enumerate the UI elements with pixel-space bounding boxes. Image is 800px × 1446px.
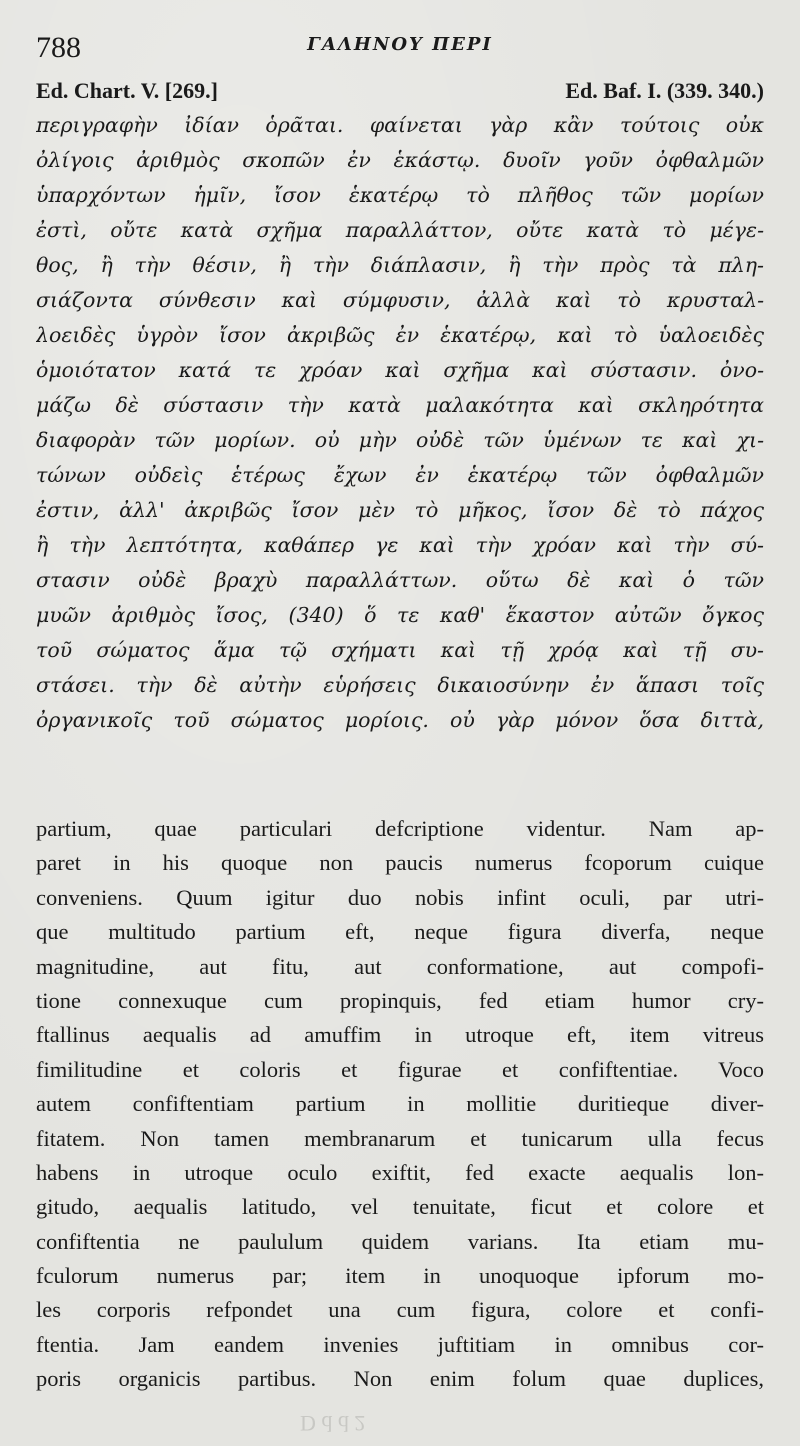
greek-line: θος, ἢ τὴν θέσιν, ἢ τὴν διάπλασιν, ἢ τὴν πρὸς τὰ πλη- xyxy=(36,253,764,277)
greek-line: ὁμοιότατον κατά τε χρόαν καὶ σχῆμα καὶ σύστασιν. ὀνο- xyxy=(36,358,764,382)
greek-line: τώνων οὐδεὶς ἑτέρως ἔχων ἐν ἑκατέρῳ τῶν ὀφθαλμῶν xyxy=(36,463,764,487)
latin-line: que multitudo partium eft, neque figura diverfa, neque xyxy=(36,919,764,945)
latin-line: magnitudine, aut fitu, aut conformatione, aut compofi- xyxy=(36,953,764,979)
signature-mark: D d d 2 xyxy=(300,1411,366,1436)
page-number: 788 xyxy=(36,31,81,64)
latin-line: autem confiftentiam partium in mollitie duritieque diver- xyxy=(36,1091,764,1117)
latin-line: fculorum numerus par; item in unoquoque ipforum mo- xyxy=(36,1263,764,1289)
greek-line: περιγραφὴν ἰδίαν ὁρᾶται. φαίνεται γὰρ κἂν τούτοις οὐκ xyxy=(36,113,764,137)
greek-line: διαφορὰν τῶν μορίων. οὐ μὴν οὐδὲ τῶν ὑμένων τε καὶ χι- xyxy=(36,428,764,452)
latin-line: paret in his quoque non paucis numerus fcoporum cuique xyxy=(36,850,764,876)
greek-line: μυῶν ἀριθμὸς ἴσος, (340) ὅ τε καθ' ἕκαστον αὐτῶν ὄγκος xyxy=(36,603,764,627)
greek-line: τοῦ σώματος ἅμα τῷ σχήματι καὶ τῇ χρόᾳ καὶ τῇ συ- xyxy=(36,638,764,662)
latin-line: fimilitudine et coloris et figurae et confiftentiae. Voco xyxy=(36,1056,764,1082)
latin-line: conveniens. Quum igitur duo nobis infint oculi, par utri- xyxy=(36,884,764,910)
latin-line: fitatem. Non tamen membranarum et tunicarum ulla fecus xyxy=(36,1125,764,1151)
edition-ref-basel: Ed. Baf. I. (339. 340.) xyxy=(565,78,764,103)
latin-line: ftentia. Jam eandem invenies juftitiam in omnibus cor- xyxy=(36,1331,764,1357)
greek-line: μάζω δὲ σύστασιν τὴν κατὰ μαλακότητα καὶ σκληρότητα xyxy=(36,393,764,417)
greek-line: ἢ τὴν λεπτότητα, καθάπερ γε καὶ τὴν χρόαν καὶ τὴν σύ- xyxy=(36,533,764,557)
page-header xyxy=(36,30,764,70)
latin-line: gitudo, aequalis latitudo, vel tenuitate, ficut et colore et xyxy=(36,1194,764,1220)
greek-line: ὀλίγοις ἀριθμὸς σκοπῶν ἐν ἑκάστῳ. δυοῖν γοῦν ὀφθαλμῶν xyxy=(36,148,764,172)
greek-line: ὑπαρχόντων ἡμῖν, ἴσον ἑκατέρῳ τὸ πλῆθος τῶν μορίων xyxy=(36,183,764,207)
greek-line: λοειδὲς ὑγρὸν ἴσον ἀκριβῶς ἐν ἑκατέρῳ, καὶ τὸ ὑαλοειδὲς xyxy=(36,323,764,347)
greek-line: ἐστιν, ἀλλ' ἀκριβῶς ἴσον μὲν τὸ μῆκος, ἴσον δὲ τὸ πάχος xyxy=(36,498,764,522)
greek-line: σιάζοντα σύνθεσιν καὶ σύμφυσιν, ἀλλὰ καὶ τὸ κρυσταλ- xyxy=(36,288,764,312)
greek-line: ὀργανικοῖς τοῦ σώματος μορίοις. οὐ γὰρ μόνον ὅσα διττὰ, xyxy=(36,708,764,732)
latin-line: poris organicis partibus. Non enim folum quae duplices, xyxy=(36,1366,764,1392)
latin-line: partium, quae particulari defcriptione videntur. Nam ap- xyxy=(36,816,764,841)
greek-text-block xyxy=(36,108,764,738)
latin-line: ftallinus aequalis ad amuffim in utroque eft, item vitreus xyxy=(36,1022,764,1048)
greek-line: ἐστὶ, οὔτε κατὰ σχῆμα παραλλάττον, οὔτε κατὰ τὸ μέγε- xyxy=(36,218,764,242)
latin-text-block xyxy=(36,812,764,1397)
latin-line: les corporis refpondet una cum figura, colore et confi- xyxy=(36,1297,764,1323)
latin-line: confiftentia ne paululum quidem varians. Ita etiam mu- xyxy=(36,1228,764,1254)
latin-line: tione connexuque cum propinquis, fed etiam humor cry- xyxy=(36,987,764,1013)
edition-ref-chartier: Ed. Chart. V. [269.] xyxy=(36,78,218,103)
running-title: ΓΑΛΗΝΟΥ ΠΕΡΙ xyxy=(307,34,493,55)
edition-references xyxy=(36,78,764,108)
greek-line: στασιν οὐδὲ βραχὺ παραλλάττων. οὕτω δὲ καὶ ὁ τῶν xyxy=(36,568,764,592)
latin-line: habens in utroque oculo exiftit, fed exacte aequalis lon- xyxy=(36,1159,764,1185)
greek-line: στάσει. τὴν δὲ αὐτὴν εὑρήσεις δικαιοσύνην ἐν ἅπασι τοῖς xyxy=(36,673,764,697)
